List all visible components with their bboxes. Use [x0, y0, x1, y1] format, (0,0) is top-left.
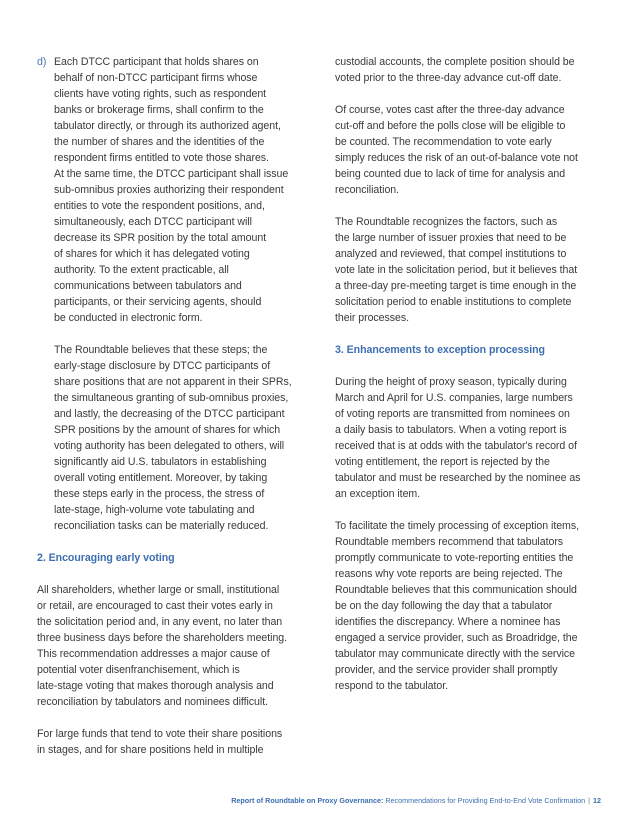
large-funds-paragraph — [37, 726, 299, 758]
text-line — [37, 742, 299, 758]
right-column — [335, 54, 603, 710]
text-line — [335, 662, 603, 678]
line-text: potential voter disenfranchisement, which is — [37, 664, 240, 676]
text-line — [37, 422, 299, 438]
footer-subtitle: Recommendations for Providing End-to-End Vote Confirmation — [383, 796, 586, 805]
line-text: three business days before the shareholders meeting. — [37, 632, 288, 644]
text-line — [335, 374, 603, 390]
left-column — [37, 54, 299, 774]
text-line — [335, 262, 603, 278]
text-line — [335, 134, 603, 150]
text-line — [335, 214, 603, 230]
text-line — [37, 470, 299, 486]
footer-separator: | — [588, 796, 590, 805]
text-line — [335, 182, 603, 198]
line-text: reconciliation. — [335, 184, 400, 196]
text-line — [37, 246, 299, 262]
line-text: and lastly, the decreasing of the DTCC participant — [54, 408, 285, 420]
line-text: engaged a service provider, such as Broadridge, the — [335, 632, 578, 644]
text-line — [335, 470, 603, 486]
line-text: tabulator directly, or through its authorized agent, — [54, 120, 281, 132]
line-text: decrease its SPR position by the total amount — [54, 232, 267, 244]
text-line — [37, 582, 299, 598]
text-line — [37, 102, 299, 118]
text-line — [37, 694, 299, 710]
line-text: significantly aid U.S. tabulators in establishing — [54, 456, 267, 468]
line-text: authority. To the extent practicable, all — [54, 264, 229, 276]
text-line — [335, 102, 603, 118]
text-line — [335, 630, 603, 646]
line-text: early-stage disclosure by DTCC participants of — [54, 360, 271, 372]
text-line — [37, 598, 299, 614]
line-text: SPR positions by the amount of shares for which — [54, 424, 281, 436]
text-line — [335, 534, 603, 550]
line-text: cut-off and before the polls close will be eligible to — [335, 120, 566, 132]
line-text: tabulator may communicate directly with the service — [335, 648, 576, 660]
line-text: To facilitate the timely processing of exception items, — [335, 520, 579, 532]
line-text: be counted. The recommendation to vote early — [335, 136, 552, 148]
text-line — [37, 662, 299, 678]
text-line — [37, 358, 299, 374]
line-text: participants, or their servicing agents, should — [54, 296, 262, 308]
text-line — [37, 406, 299, 422]
text-line — [37, 390, 299, 406]
line-text: voting entitlement, the report is rejected by the — [335, 456, 550, 468]
section-heading-early-voting: 2. Encouraging early voting — [37, 552, 175, 564]
line-text: respondent firms entitled to vote those shares. — [54, 152, 269, 164]
text-line — [335, 598, 603, 614]
text-line — [335, 246, 603, 262]
shareholders-paragraph — [37, 582, 299, 710]
line-text: reconciliation tasks can be materially reduced. — [54, 520, 269, 532]
line-text: late-stage, high-volume vote tabulating and — [54, 504, 255, 516]
line-text: be on the day following the day that a tabulator — [335, 600, 553, 612]
text-line — [335, 230, 603, 246]
facilitate-paragraph — [335, 518, 603, 694]
line-text: tabulator and must be researched by the nominee as — [335, 472, 581, 484]
roundtable-recognizes-paragraph — [335, 214, 603, 326]
text-line — [335, 310, 603, 326]
line-text: voted prior to the three-day advance cut-off date. — [335, 72, 562, 84]
line-text: clients have voting rights, such as respondent — [54, 88, 267, 100]
line-text: The Roundtable believes that these steps; the — [54, 344, 268, 356]
text-line — [37, 150, 299, 166]
text-line — [37, 230, 299, 246]
text-line — [335, 294, 603, 310]
page-number: 12 — [593, 796, 601, 805]
text-line — [335, 150, 603, 166]
line-text: the simultaneous granting of sub-omnibus proxies, — [54, 392, 289, 404]
line-text: a daily basis to tabulators. When a voting report is — [335, 424, 567, 436]
line-text: late-stage voting that makes thorough analysis and — [37, 680, 274, 692]
line-text: a three-day pre-meeting target is time enough in the — [335, 280, 577, 292]
line-text: Each DTCC participant that holds shares on — [54, 56, 259, 68]
line-text: being counted due to lack of time for analysis and — [335, 168, 566, 180]
text-line — [37, 630, 299, 646]
text-line — [335, 678, 603, 694]
line-text: March and April for U.S. companies, large numbers — [335, 392, 573, 404]
text-line — [37, 374, 299, 390]
text-line — [335, 614, 603, 630]
line-text: an exception item. — [335, 488, 421, 500]
text-line — [335, 118, 603, 134]
text-line — [335, 70, 603, 86]
text-line — [37, 310, 299, 326]
text-line — [335, 422, 603, 438]
line-text: Of course, votes cast after the three-day advance — [335, 104, 565, 116]
line-text: sub-omnibus proxies authorizing their respondent — [54, 184, 284, 196]
line-text: their processes. — [335, 312, 409, 324]
text-line — [37, 646, 299, 662]
text-line — [335, 550, 603, 566]
roundtable-beliefs-paragraph — [37, 342, 299, 534]
line-text: analyzed and reviewed, that compel institutions to — [335, 248, 567, 260]
line-text: be conducted in electronic form. — [54, 312, 203, 324]
line-text: received that is at odds with the tabulator's record of — [335, 440, 577, 452]
line-text: overall voting entitlement. Moreover, by taking — [54, 472, 268, 484]
line-text: For large funds that tend to vote their share positions — [37, 728, 283, 740]
text-line — [37, 166, 299, 182]
text-line — [335, 582, 603, 598]
line-text: communications between tabulators and — [54, 280, 242, 292]
line-text: At the same time, the DTCC participant shall issue — [54, 168, 289, 180]
text-line — [37, 486, 299, 502]
line-text: reconciliation by tabulators and nominees difficult. — [37, 696, 268, 708]
line-text: vote late in the solicitation period, but it believes that — [335, 264, 578, 276]
text-line — [335, 438, 603, 454]
text-line — [335, 518, 603, 534]
line-text: simultaneously, each DTCC participant will — [54, 216, 252, 228]
line-text: or retail, are encouraged to cast their votes early in — [37, 600, 273, 612]
line-text: The Roundtable recognizes the factors, such as — [335, 216, 558, 228]
proxy-season-paragraph — [335, 374, 603, 502]
text-line — [37, 86, 299, 102]
line-text: Roundtable members recommend that tabulators — [335, 536, 564, 548]
line-text: of shares for which it has delegated voting — [54, 248, 250, 260]
line-text: During the height of proxy season, typically during — [335, 376, 567, 388]
text-line — [37, 54, 299, 70]
line-text: respond to the tabulator. — [335, 680, 449, 692]
section-heading-exception-processing: 3. Enhancements to exception processing — [335, 344, 545, 356]
line-text: the number of shares and the identities of the — [54, 136, 265, 148]
text-line — [37, 70, 299, 86]
text-line — [335, 390, 603, 406]
text-line — [335, 406, 603, 422]
line-text: behalf of non-DTCC participant firms whose — [54, 72, 258, 84]
footer-report-title: Report of Roundtable on Proxy Governance: — [231, 796, 384, 805]
line-text: identifies the discrepancy. Where a nominee has — [335, 616, 561, 628]
line-text: This recommendation addresses a major cause of — [37, 648, 270, 660]
text-line — [37, 182, 299, 198]
custodial-paragraph — [335, 54, 603, 86]
text-line — [37, 614, 299, 630]
line-text: solicitation period to enable institutions to complete — [335, 296, 572, 308]
text-line — [37, 118, 299, 134]
line-text: simply reduces the risk of an out-of-balance vote not — [335, 152, 578, 164]
text-line — [335, 566, 603, 582]
text-line — [37, 518, 299, 534]
text-line — [335, 486, 603, 502]
text-line — [37, 502, 299, 518]
text-line — [335, 646, 603, 662]
line-text: All shareholders, whether large or small, institutional — [37, 584, 280, 596]
text-line — [37, 678, 299, 694]
text-line — [37, 726, 299, 742]
line-text: in stages, and for share positions held in multiple — [37, 744, 264, 756]
text-line — [37, 262, 299, 278]
text-line — [37, 134, 299, 150]
text-line — [37, 454, 299, 470]
line-text: banks or brokerage firms, shall confirm to the — [54, 104, 264, 116]
text-line — [37, 294, 299, 310]
line-text: entities to vote the respondent positions, and, — [54, 200, 265, 212]
text-line — [37, 438, 299, 454]
line-text: these steps early in the process, the stress of — [54, 488, 265, 500]
text-line — [335, 278, 603, 294]
line-text: of voting reports are transmitted from nominees on — [335, 408, 570, 420]
of-course-paragraph — [335, 102, 603, 198]
line-text: voting authority has been delegated to others, will — [54, 440, 285, 452]
text-line — [37, 214, 299, 230]
item-d-paragraph — [37, 54, 299, 326]
line-text: custodial accounts, the complete position should be — [335, 56, 575, 68]
text-line — [37, 278, 299, 294]
line-text: reasons why vote reports are being rejected. The — [335, 568, 563, 580]
text-line — [335, 54, 603, 70]
line-text: share positions that are not apparent in their SPRs, — [54, 376, 292, 388]
list-marker: d) — [37, 56, 47, 68]
text-line — [335, 166, 603, 182]
line-text: the large number of issuer proxies that need to be — [335, 232, 567, 244]
line-text: the solicitation period and, in any event, no later than — [37, 616, 283, 628]
line-text: provider, and the service provider shall promptly — [335, 664, 558, 676]
text-line — [37, 198, 299, 214]
line-text: Roundtable believes that this communication should — [335, 584, 577, 596]
text-line — [37, 342, 299, 358]
page-footer — [231, 796, 601, 806]
line-text: promptly communicate to vote-reporting entities the — [335, 552, 574, 564]
text-line — [335, 454, 603, 470]
